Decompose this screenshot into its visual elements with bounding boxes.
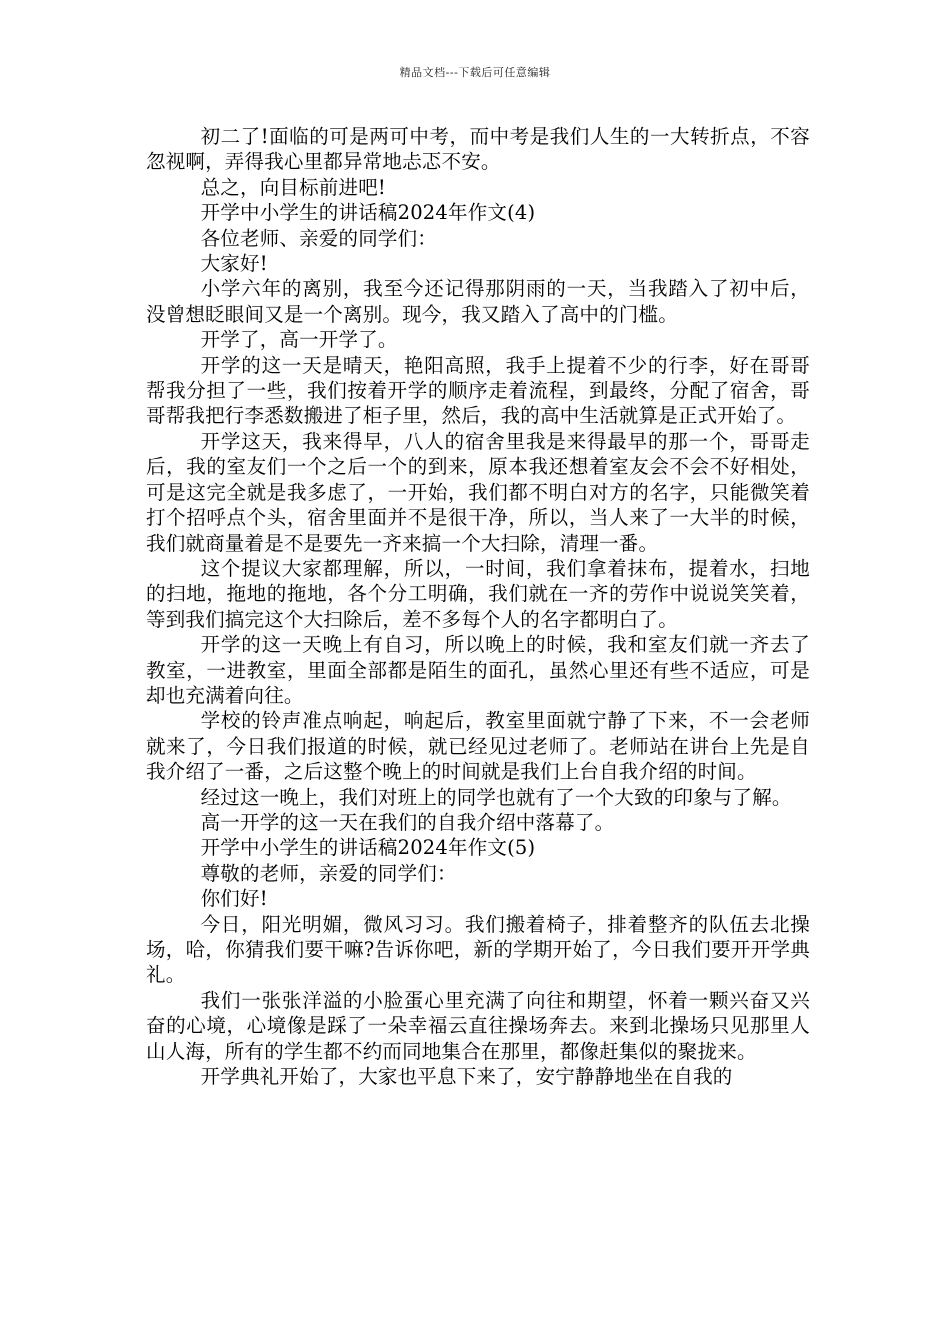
page-header: 精品文档---下载后可任意编辑 — [399, 66, 551, 79]
document-body — [146, 124, 810, 1089]
section-title: 开学中小学生的讲话稿2024年作文(4) — [200, 201, 536, 225]
paragraph: 经过这一晚上，我们对班上的同学也就有了一个大致的印象与了解。 — [200, 785, 792, 809]
paragraph: 总之，向目标前进吧! — [200, 175, 386, 199]
salutation: 各位老师、亲爱的同学们： — [200, 226, 437, 250]
section-title: 开学中小学生的讲话稿2024年作文(5) — [200, 836, 536, 860]
paragraph: 开学典礼开始了，大家也平息下来了，安宁静静地坐在自我的 — [200, 1065, 733, 1089]
paragraph: 开学的这一天是晴天，艳阳高照，我手上提着不少的行李，好在哥哥帮我分担了一些，我们按着开学的顺序走着流程，到最终，分配了宿舍，哥哥帮我把行李悉数搬进了柜子里，然后，我的高中生活就算是正式开始了。 — [146, 353, 810, 428]
paragraph: 今日，阳光明媚，微风习习。我们搬着椅子，排着整齐的队伍去北操场，哈，你猜我们要干嘛?告诉你吧，新的学期开始了，今日我们要开开学典礼。 — [146, 912, 810, 987]
paragraph: 高一开学的这一天在我们的自我介绍中落幕了。 — [200, 810, 615, 834]
greeting: 你们好! — [200, 887, 268, 911]
paragraph: 初二了!面临的可是两可中考，而中考是我们人生的一大转折点，不容忽视啊，弄得我心里都异常地忐忑不安。 — [146, 125, 810, 174]
paragraph: 开学的这一天晚上有自习，所以晚上的时候，我和室友们就一齐去了教室，一进教室，里面全部都是陌生的面孔，虽然心里还有些不适应，可是却也充满着向往。 — [146, 633, 810, 707]
salutation: 尊敬的老师，亲爱的同学们： — [200, 861, 457, 885]
paragraph: 学校的铃声准点响起，响起后，教室里面就宁静了下来，不一会老师就来了，今日我们报道的时候，就已经见过老师了。老师站在讲台上先是自我介绍了一番，之后这整个晚上的时间就是我们上台自我介绍的时间。 — [146, 709, 810, 784]
paragraph: 小学六年的离别，我至今还记得那阴雨的一天，当我踏入了初中后，没曾想眨眼间又是一个离别。现今，我又踏入了高中的门槛。 — [146, 277, 810, 326]
paragraph: 我们一张张洋溢的小脸蛋心里充满了向往和期望，怀着一颗兴奋又兴奋的心境，心境像是踩了一朵幸福云直往操场奔去。来到北操场只见那里人山人海，所有的学生都不约而同地集合在那里，都像赶集似的聚拢来。 — [146, 988, 810, 1063]
greeting: 大家好! — [200, 252, 268, 276]
paragraph: 开学这天，我来得早，八人的宿舍里我是来得最早的那一个，哥哥走后，我的室友们一个之后一个的到来，原本我还想着室友会不会不好相处，可是这完全就是我多虑了，一开始，我们都不明白对方的名字，只能微笑着打个招呼点个头，宿舍里面并不是很干净，所以，当人来了一大半的时候，我们就商量着是不是要先一齐来搞一个大扫除，清理一番。 — [146, 429, 810, 555]
paragraph: 开学了，高一开学了。 — [200, 328, 398, 352]
paragraph: 这个提议大家都理解，所以，一时间，我们拿着抹布，提着水，扫地的扫地，拖地的拖地，各个分工明确，我们就在一齐的劳作中说说笑笑着，等到我们搞完这个大扫除后，差不多每个人的名字都明白了。 — [146, 556, 810, 631]
